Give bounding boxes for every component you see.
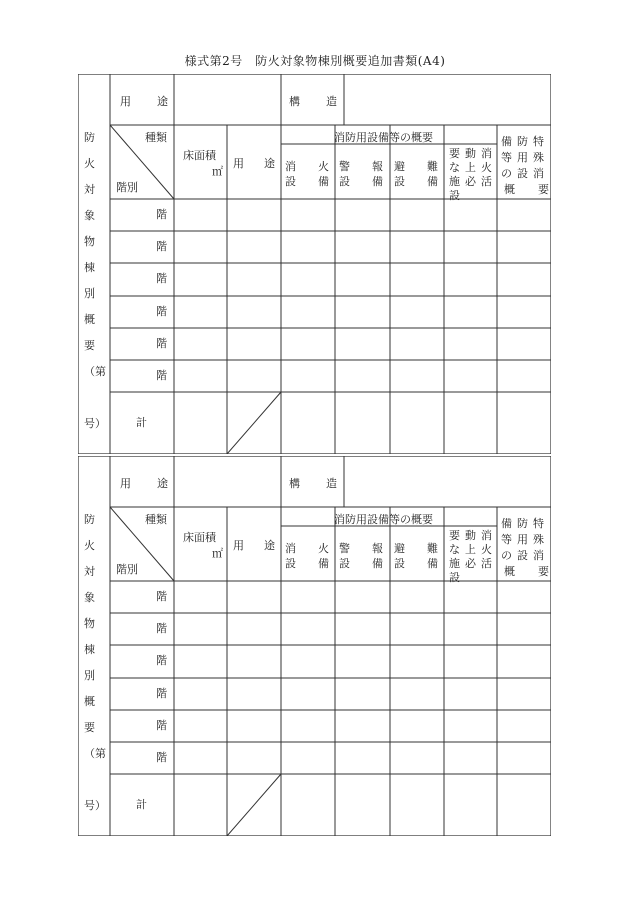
- tokushu-char: 備: [501, 517, 512, 530]
- shouka-char: 消: [285, 542, 296, 555]
- tokushu-char: 概: [504, 565, 515, 578]
- tokushu-char: の: [501, 167, 512, 180]
- tokushu-char: 防: [517, 517, 528, 530]
- side-label-char: （第: [84, 747, 106, 760]
- tokushu-char: 概: [504, 183, 515, 196]
- side-label-char: 棟: [84, 261, 95, 274]
- document-title: 様式第2号 防火対象物棟別概要追加書類(A4): [184, 54, 446, 68]
- tokushu-char: 殊: [533, 533, 544, 546]
- building-summary-block-2: [78, 456, 551, 836]
- katsudou-char: 設: [449, 571, 460, 584]
- katsudou-char: 上: [465, 543, 476, 556]
- keihou-char: 備: [372, 557, 383, 570]
- building-summary-block-1: [78, 74, 551, 454]
- hinan-char: 備: [427, 175, 438, 188]
- keihou-char: 設: [339, 557, 350, 570]
- side-label-char: 要: [84, 721, 95, 734]
- shouka-char: 火: [318, 542, 329, 555]
- katsudou-char: 要: [449, 529, 460, 542]
- tokushu-char: 防: [517, 135, 528, 148]
- katsudou-char: な: [449, 161, 460, 174]
- yuka-label: 床面積: [183, 149, 216, 162]
- m2-unit: ㎡: [212, 165, 223, 178]
- side-label-char: 棟: [84, 643, 95, 656]
- katsudou-char: 施: [449, 557, 460, 570]
- shurui-label: 種類: [145, 131, 167, 144]
- m2-unit: ㎡: [212, 547, 223, 560]
- floor-label: 階: [156, 369, 167, 382]
- katsudou-char: 消: [481, 147, 492, 160]
- hinan-char: 設: [394, 175, 405, 188]
- shouka-char: 設: [285, 175, 296, 188]
- katsudou-char: 活: [481, 557, 492, 570]
- tokushu-char: 特: [533, 517, 544, 530]
- keihou-char: 設: [339, 175, 350, 188]
- tokushu-char: 等: [501, 151, 512, 164]
- side-label-char: 概: [84, 695, 95, 708]
- side-label-char: 要: [84, 339, 95, 352]
- side-label-char: 物: [84, 235, 95, 248]
- total-label: 計: [136, 798, 147, 811]
- tokushu-char: 要: [538, 565, 549, 578]
- tokushu-char: 備: [501, 135, 512, 148]
- floor-label: 階: [156, 622, 167, 635]
- hinan-char: 避: [394, 160, 405, 173]
- shoubou-header: 消防用設備等の概要: [334, 513, 433, 526]
- side-label-char: 防: [84, 513, 95, 526]
- katsudou-char: 火: [481, 161, 492, 174]
- shouka-char: 備: [318, 175, 329, 188]
- keihou-char: 警: [339, 542, 350, 555]
- side-label-char: 物: [84, 617, 95, 630]
- hinan-char: 避: [394, 542, 405, 555]
- tokushu-char: 消: [533, 549, 544, 562]
- tokushu-char: 特: [533, 135, 544, 148]
- youto2-label-2: 途: [264, 539, 275, 552]
- keihou-char: 警: [339, 160, 350, 173]
- total-diagonal: [227, 392, 281, 454]
- hinan-char: 備: [427, 557, 438, 570]
- floor-label: 階: [156, 240, 167, 253]
- shurui-label: 種類: [145, 513, 167, 526]
- side-label-char: 対: [84, 183, 95, 196]
- katsudou-char: 動: [465, 147, 476, 160]
- shouka-char: 設: [285, 557, 296, 570]
- floor-label: 階: [156, 590, 167, 603]
- youto-label-1: 用: [120, 477, 131, 490]
- keihou-char: 報: [372, 160, 383, 173]
- tokushu-char: 要: [538, 183, 549, 196]
- side-label-char: 象: [84, 591, 95, 604]
- floor-label: 階: [156, 719, 167, 732]
- kouzou-label-1: 構: [289, 95, 300, 108]
- yuka-label: 床面積: [183, 531, 216, 544]
- youto-label-2: 途: [157, 477, 168, 490]
- youto-label-1: 用: [120, 95, 131, 108]
- katsudou-char: 設: [449, 189, 460, 202]
- side-label-char: 防: [84, 131, 95, 144]
- side-label-char: 号）: [84, 799, 106, 812]
- tokushu-char: の: [501, 549, 512, 562]
- kaibetsu-label: 階別: [116, 181, 138, 194]
- katsudou-char: 必: [465, 175, 476, 188]
- shouka-char: 備: [318, 557, 329, 570]
- katsudou-char: 活: [481, 175, 492, 188]
- shoubou-header: 消防用設備等の概要: [334, 131, 433, 144]
- katsudou-char: 上: [465, 161, 476, 174]
- floor-label: 階: [156, 751, 167, 764]
- total-label: 計: [136, 416, 147, 429]
- side-label-char: 象: [84, 209, 95, 222]
- side-label-char: 対: [84, 565, 95, 578]
- youto-label-2: 途: [157, 95, 168, 108]
- kaibetsu-label: 階別: [116, 563, 138, 576]
- tokushu-char: 用: [517, 151, 528, 164]
- tokushu-char: 設: [517, 167, 528, 180]
- side-label-char: 別: [84, 287, 95, 300]
- total-diagonal: [227, 774, 281, 836]
- tokushu-char: 設: [517, 549, 528, 562]
- side-label-char: 火: [84, 157, 95, 170]
- katsudou-char: 消: [481, 529, 492, 542]
- side-label-char: 別: [84, 669, 95, 682]
- side-label-char: （第: [84, 365, 106, 378]
- tokushu-char: 殊: [533, 151, 544, 164]
- floor-label: 階: [156, 208, 167, 221]
- floor-label: 階: [156, 305, 167, 318]
- hinan-char: 難: [427, 160, 438, 173]
- tokushu-char: 用: [517, 533, 528, 546]
- shouka-char: 火: [318, 160, 329, 173]
- katsudou-char: な: [449, 543, 460, 556]
- tokushu-char: 等: [501, 533, 512, 546]
- floor-label: 階: [156, 272, 167, 285]
- floor-label: 階: [156, 687, 167, 700]
- keihou-char: 報: [372, 542, 383, 555]
- youto2-label-1: 用: [233, 157, 244, 170]
- hinan-char: 難: [427, 542, 438, 555]
- youto2-label-2: 途: [264, 157, 275, 170]
- katsudou-char: 動: [465, 529, 476, 542]
- youto2-label-1: 用: [233, 539, 244, 552]
- floor-label: 階: [156, 654, 167, 667]
- keihou-char: 備: [372, 175, 383, 188]
- hinan-char: 設: [394, 557, 405, 570]
- tokushu-char: 消: [533, 167, 544, 180]
- katsudou-char: 火: [481, 543, 492, 556]
- katsudou-char: 必: [465, 557, 476, 570]
- kouzou-label-2: 造: [326, 477, 337, 490]
- shouka-char: 消: [285, 160, 296, 173]
- side-label-char: 号）: [84, 417, 106, 430]
- katsudou-char: 施: [449, 175, 460, 188]
- katsudou-char: 要: [449, 147, 460, 160]
- side-label-char: 概: [84, 313, 95, 326]
- kouzou-label-1: 構: [289, 477, 300, 490]
- floor-label: 階: [156, 337, 167, 350]
- side-label-char: 火: [84, 539, 95, 552]
- kouzou-label-2: 造: [326, 95, 337, 108]
